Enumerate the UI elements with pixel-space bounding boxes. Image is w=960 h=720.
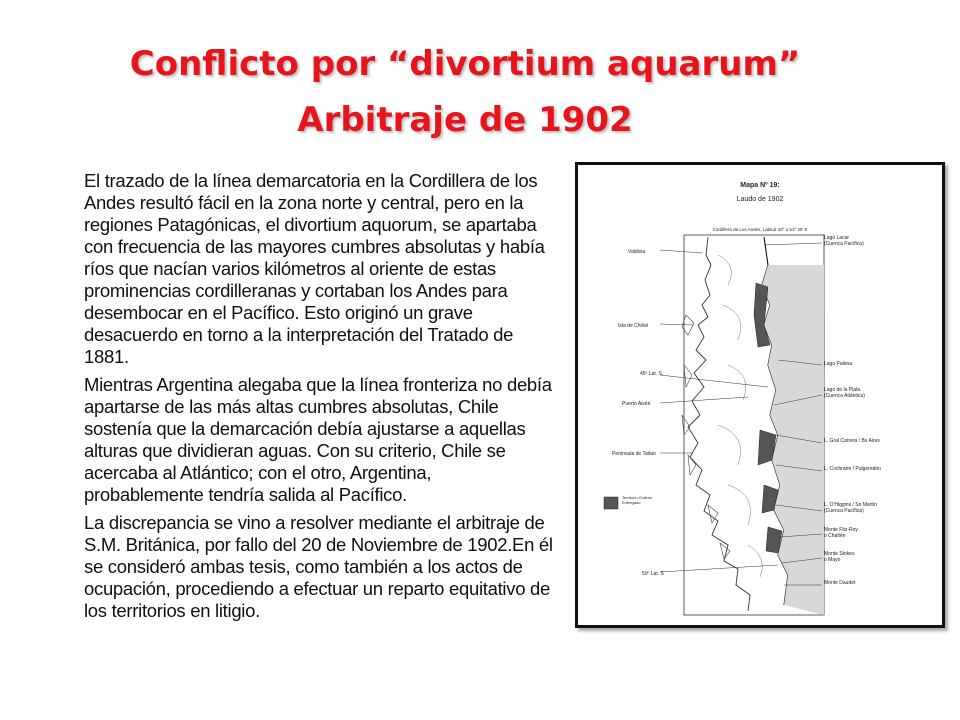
paragraph-1: El trazado de la línea demarcatoria en la Cordillera de los Andes resultó fácil en la zona norte y central, pero en la regiones Patagónicas, el divortium aquorum, se apartaba con frecuencia de las mayores cumbres absolutas y había ríos que nacían varios kilómetros al oriente de estas prominencias cordilleranas y cortaban los Andes para desembocar en el Pacífico. Esto originó un grave desacuerdo en torno a la interpretación del Tratado de 1881. [84,170,545,367]
label-cochrane: L. Cochrane / Pulgeredón [824,466,881,472]
label-lago-lacar: Lago Lacar (Cuenca Pacífica) [824,235,864,247]
paragraph-2: Mientras Argentina alegaba que la línea fronteriza no debía apartarse de las más altas cumbres absolutas, Chile sostenía que la demarcación debía ajustarse a aquellas alturas que dividieran aguas. Con su criterio, Chile se acercaba al Atlántico; con el otro, Argentina, probablemente tendría salida al Pacífico. [84,374,552,505]
label-gral-carrera: L. Gral Carrera / Bs Aires [824,438,880,444]
label-chiloe: Isla de Chiloé [618,323,649,329]
label-fitz-roy: Monte Fitz-Roy o Chaltén [824,527,858,539]
map-header: Cordillera de Los Andes, Latitud 40º a 51º 30' S [712,227,808,232]
right-labels [824,235,904,592]
legend-swatch [604,497,618,509]
label-lago-palena: Lago Palena [824,361,853,367]
islands [682,315,730,559]
title-line-2: Arbitraje de 1902 [297,100,633,140]
label-puerto-aisen: Puerto Aisén [622,401,651,407]
label-lago-la-plata: Lago de la Plata (Cuenca Atlántica) [824,387,865,399]
label-taitao: Península de Taitao [612,451,656,457]
slide-title [0,36,930,148]
legend-label: Territorio Chileno Entregado [622,495,653,505]
map-figure [575,162,945,628]
body-text [84,170,554,628]
label-monte-stokes: Monte Stokes o Mayo [824,551,855,563]
coastline [688,237,750,611]
label-lat-50: 50º Lat. S [642,571,664,577]
label-lat-45: 45º Lat. S. [640,371,664,377]
map-drawing [578,165,942,625]
label-ohiggins: L. O'Higgins / Sn Martín (Cuenca Pacífica) [824,502,877,514]
paragraph-3: La discrepancia se vino a resolver mediante el arbitraje de S.M. Británica, por fallo del 20 de Noviembre de 1902.En él se consideró ambas tesis, como también a los actos de ocupación, procediendo a efectuar un reparto equitativo de los territorios en litigio. [84,512,553,621]
label-monte-daudet: Monte Daudet [824,580,856,586]
label-valdivia: Valdivia [628,249,646,255]
title-line-1: Conflicto por “divortium aquarum” [129,44,801,84]
map-title: Mapa Nº 19: [740,182,780,189]
map-subtitle: Laudo de 1902 [736,196,784,203]
